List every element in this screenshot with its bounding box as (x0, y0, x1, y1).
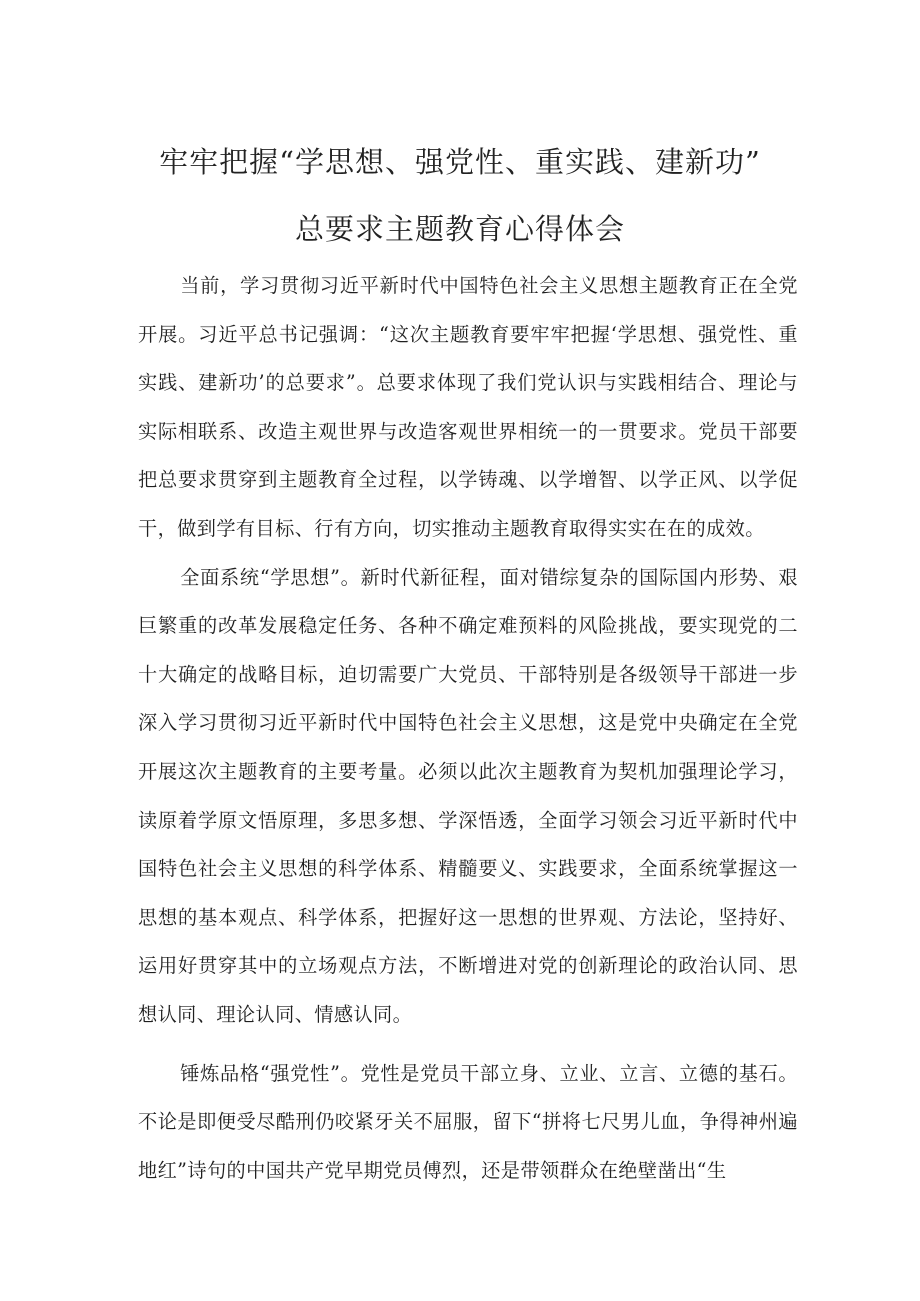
document-title-line-1: 牢牢把握“学思想、强党性、重实践、建新功” (159, 145, 761, 179)
paragraph-party-spirit: 锤炼品格“强党性”。党性是党员干部立身、立业、立言、立德的基石。不论是即便受尽酷刑仍咬紧牙关不屈服，留下“拼将七尺男儿血，争得神州遍地红”诗句的中国共产党早期党员傅烈，还是带领群众在绝壁凿出“生 (138, 1061, 798, 1182)
paragraph-study-thought: 全面系统“学思想”。新时代新征程，面对错综复杂的国际国内形势、艰巨繁重的改革发展稳定任务、各种不确定难预料的风险挑战，要实现党的二十大确定的战略目标，迫切需要广大党员、干部特别是各级领导干部进一步深入学习贯彻习近平新时代中国特色社会主义思想，这是党中央确定在全党开展这次主题教育的主要考量。必须以此次主题教育为契机加强理论学习，读原着学原文悟原理，多思多想、学深悟透，全面学习领会习近平新时代中国特色社会主义思想的科学体系、精髓要义、实践要求，全面系统掌握这一思想的基本观点、科学体系，把握好这一思想的世界观、方法论，坚持好、运用好贯穿其中的立场观点方法，不断增进对党的创新理论的政治认同、思想认同、理论认同、情感认同。 (138, 565, 798, 1026)
paragraph-intro: 当前，学习贯彻习近平新时代中国特色社会主义思想主题教育正在全党开展。习近平总书记强调：“这次主题教育要牢牢把握‘学思想、强党性、重实践、建新功’的总要求”。总要求体现了我们党认识与实践相结合、理论与实际相联系、改造主观世界与改造客观世界相统一的一贯要求。党员干部要把总要求贯穿到主题教育全过程，以学铸魂、以学增智、以学正风、以学促干，做到学有目标、行有方向，切实推动主题教育取得实实在在的成效。 (138, 274, 798, 540)
document-title-line-2: 总要求主题教育心得体会 (294, 212, 625, 246)
document-body (138, 262, 798, 1195)
